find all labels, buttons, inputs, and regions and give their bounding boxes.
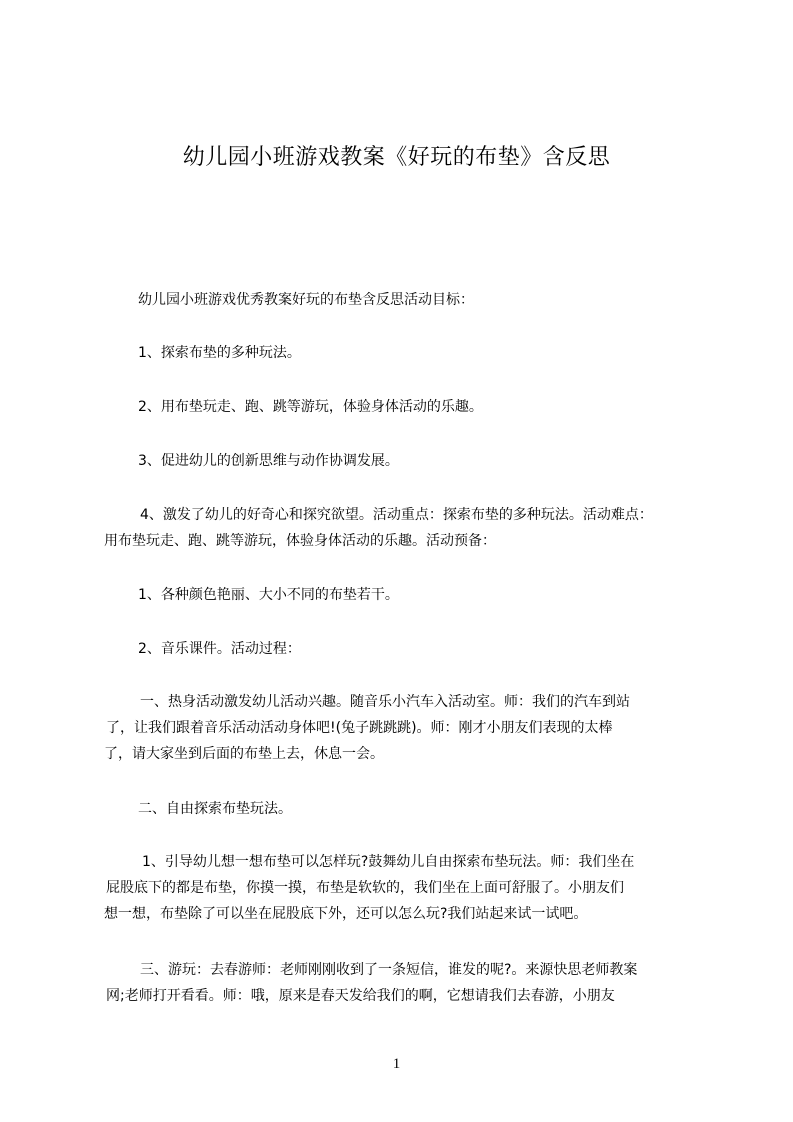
text-line: 用布垫玩走、跑、跳等游玩，体验身体活动的乐趣。活动预备： [104,533,496,549]
paragraph-goal-4 [104,502,716,554]
paragraph-step-2-detail [104,849,716,927]
text-line: 二、自由探索布垫玩法。 [138,801,292,817]
paragraph-intro [104,287,716,313]
text-line: 1、各种颜色艳丽、大小不同的布垫若干。 [138,587,399,603]
page-number: 1 [392,1056,401,1072]
text-line: 1、引导幼儿想一想布垫可以怎样玩?鼓舞幼儿自由探索布垫玩法。师：我们坐在 [142,854,635,870]
text-line: 4、激发了幼儿的好奇心和探究欲望。活动重点：探索布垫的多种玩法。活动难点： [140,507,653,523]
text-line: 了，请大家坐到后面的布垫上去，休息一会。 [104,746,384,762]
text-line: 幼儿园小班游戏优秀教案好玩的布垫含反思活动目标： [138,292,474,308]
paragraph-goal-2 [104,394,716,420]
paragraph-step-1 [104,689,716,767]
text-line: 3、促进幼儿的创新思维与动作协调发展。 [138,453,399,469]
text-line: 三、游玩：去春游师：老师刚刚收到了一条短信，谁发的呢?。来源快思老师教案 [140,962,638,978]
paragraph-prep-2 [104,636,716,662]
document-title: 幼儿园小班游戏教案《好玩的布垫》含反思 [182,145,611,170]
text-line: 了，让我们跟着音乐活动活动身体吧!(兔子跳跳跳)。师：刚才小朋友们表现的太棒 [106,720,613,736]
paragraph-prep-1 [104,582,716,608]
paragraph-step-3 [104,957,716,1009]
text-line: 想一想，布垫除了可以坐在屁股底下外，还可以怎么玩?我们站起来试一试吧。 [104,906,588,922]
text-line: 屁股底下的都是布垫，你摸一摸，布垫是软软的，我们坐在上面可舒服了。小朋友们 [106,880,624,896]
paragraph-goal-3 [104,448,716,474]
paragraph-goal-1 [104,340,716,366]
paragraph-step-2 [104,796,716,822]
text-line: 1、探索布垫的多种玩法。 [138,345,301,361]
text-line: 一、热身活动激发幼儿活动兴趣。随音乐小汽车入活动室。师：我们的汽车到站 [140,694,630,710]
text-line: 2、音乐课件。活动过程： [138,641,301,657]
text-line: 网;老师打开看看。师：哦，原来是春天发给我们的啊，它想请我们去春游，小朋友 [106,988,615,1004]
text-line: 2、用布垫玩走、跑、跳等游玩，体验身体活动的乐趣。 [138,399,483,415]
